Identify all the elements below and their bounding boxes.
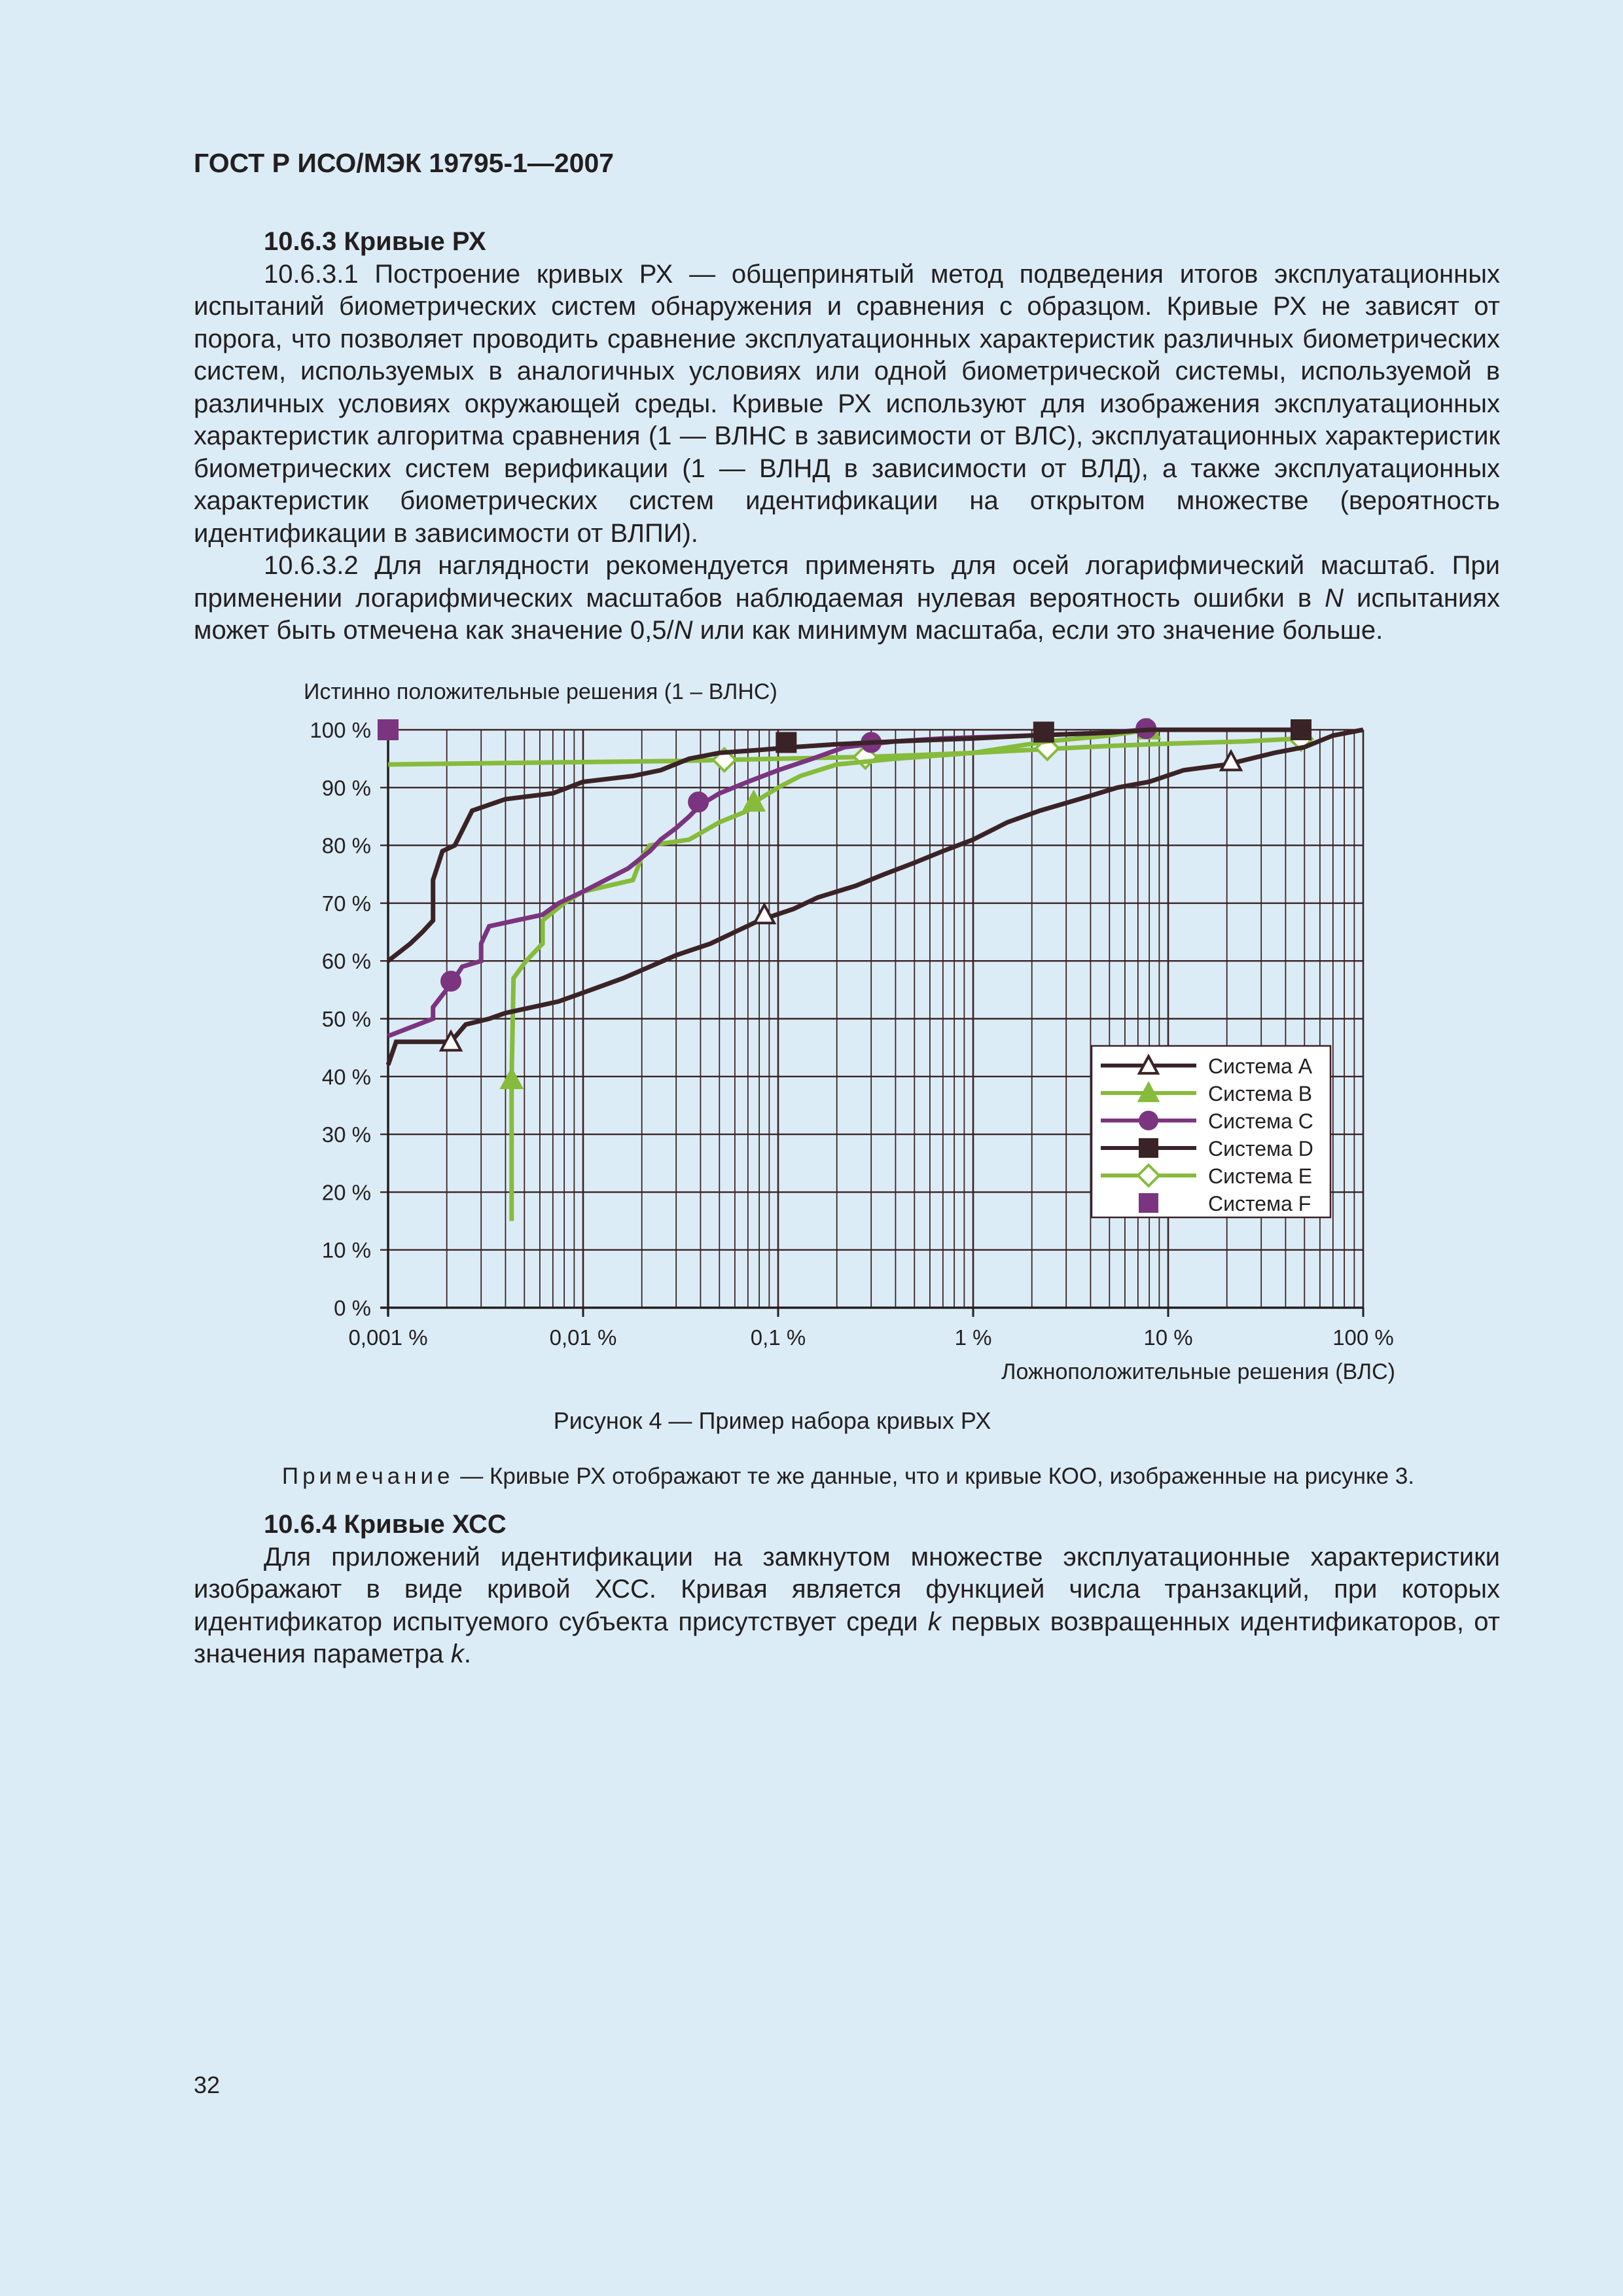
y-axis-title: Истинно положительные решения (1 – ВЛНС) xyxy=(304,679,777,704)
marker-triangle xyxy=(744,792,764,810)
legend-label: Система E xyxy=(1208,1164,1313,1188)
y-tick-label: 100 % xyxy=(310,718,371,742)
y-tick-label: 20 % xyxy=(321,1180,371,1205)
x-tick-label: 100 % xyxy=(1332,1325,1394,1350)
figure-note xyxy=(194,1463,1503,1490)
y-tick-label: 90 % xyxy=(321,776,371,800)
page-number: 32 xyxy=(194,2072,221,2098)
y-tick-label: 40 % xyxy=(321,1064,371,1089)
marker-circle xyxy=(441,971,461,991)
marker-square xyxy=(378,720,398,740)
paragraph-text: 10.6.3.2 Для наглядности рекомендуется применять для осей логарифмический масштаб. При применении логарифмических масштабов наблюдаемая нулевая вероятность ошибки в xyxy=(194,551,1500,613)
x-tick-label: 1 % xyxy=(954,1325,992,1350)
x-axis-title: Ложноположительные решения (ВЛС) xyxy=(1001,1359,1395,1384)
legend-label: Система A xyxy=(1208,1054,1313,1078)
paragraph-10-6-3-1: 10.6.3.1 Построение кривых РХ — общепринятый метод подведения итогов эксплуатационных испытаний биометрических систем обнаружения и сравнения с образцом. Кривые РХ не зависят от порога, что позволяет проводить сравнение эксплуатационных характеристик различных биометрических систем, используемых в аналогичных условиях или одной биометрической системы, используемой в различных условиях окружающей среды. Кривые РХ используют для изображения эксплуатационных характеристик алгоритма сравнения (1 — ВЛНС в зависимости от ВЛС), эксплуатационных характеристик биометрических систем верификации (1 — ВЛНД в зависимости от ВЛД), а также эксплуатационных характеристик биометрических систем идентификации на открытом множестве (вероятность идентификации в зависимости от ВЛПИ). xyxy=(194,259,1500,548)
marker-square xyxy=(1034,723,1054,742)
paragraph-text: . xyxy=(463,1640,471,1668)
marker-square xyxy=(1291,720,1311,740)
series-система-b xyxy=(502,720,1160,1221)
x-tick-label: 0,1 % xyxy=(750,1325,806,1350)
marker-square xyxy=(776,732,796,752)
marker-triangle xyxy=(502,1069,522,1088)
y-tick-label: 60 % xyxy=(321,949,371,974)
note-label: Примечание xyxy=(281,1463,454,1489)
series-line xyxy=(388,730,1144,1036)
marker-square xyxy=(1139,1139,1158,1157)
chart-grid xyxy=(380,730,1363,1308)
x-tick-label: 0,01 % xyxy=(549,1325,617,1350)
variable-k: k xyxy=(450,1640,464,1668)
marker-circle xyxy=(688,792,708,812)
paragraph-text: или как минимум масштаба, если это значение больше. xyxy=(692,616,1383,645)
paragraph-10-6-4 xyxy=(194,1541,1500,1671)
x-tick-label: 0,001 % xyxy=(348,1325,428,1350)
marker-square xyxy=(1139,1194,1158,1212)
legend-label: Система F xyxy=(1208,1192,1311,1215)
y-tick-label: 30 % xyxy=(321,1122,371,1147)
series-line xyxy=(388,730,1363,1065)
y-tick-label: 0 % xyxy=(334,1296,371,1320)
legend-label: Система C xyxy=(1208,1109,1313,1133)
chart-legend xyxy=(1092,1046,1330,1217)
series-система-a xyxy=(388,730,1363,1065)
section-heading: 10.6.3 Кривые РХ xyxy=(264,227,486,256)
y-tick-label: 10 % xyxy=(321,1238,371,1263)
legend-label: Система B xyxy=(1208,1082,1313,1105)
y-tick-label: 80 % xyxy=(321,833,371,858)
variable-n: N xyxy=(673,616,693,645)
series-система-f xyxy=(378,720,398,740)
section-heading: 10.6.4 Кривые ХСС xyxy=(264,1510,507,1539)
paragraph-text: испытаниях может быть отмечена как значение 0,5/ xyxy=(194,583,1501,645)
variable-n: N xyxy=(1325,583,1344,613)
figure-caption: Рисунок 4 — Пример набора кривых РХ xyxy=(553,1407,991,1434)
marker-triangle xyxy=(755,905,774,924)
legend-label: Система D xyxy=(1208,1137,1313,1160)
section-10-6-4 xyxy=(194,1509,1500,1671)
series-система-c xyxy=(388,719,1156,1036)
variable-k: k xyxy=(927,1607,941,1636)
paragraph-text: первых возвращенных идентификаторов, от значения параметра xyxy=(194,1607,1500,1668)
page-header: ГОСТ Р ИСО/МЭК 19795-1—2007 xyxy=(194,148,615,178)
note-text: — Кривые РХ отображают те же данные, что и кривые КОО, изображенные на рисунке 3. xyxy=(454,1463,1415,1489)
y-tick-label: 50 % xyxy=(321,1007,371,1031)
marker-circle xyxy=(1139,1111,1158,1130)
paragraph-text: Для приложений идентификации на замкнутом множестве эксплуатационные характеристики изображают в виде кривой ХСС. Кривая является функцией числа транзакций, при которых идентификатор испытуемого субъекта присутствует среди xyxy=(194,1542,1500,1636)
y-tick-label: 70 % xyxy=(321,891,371,916)
x-tick-label: 10 % xyxy=(1143,1325,1193,1350)
